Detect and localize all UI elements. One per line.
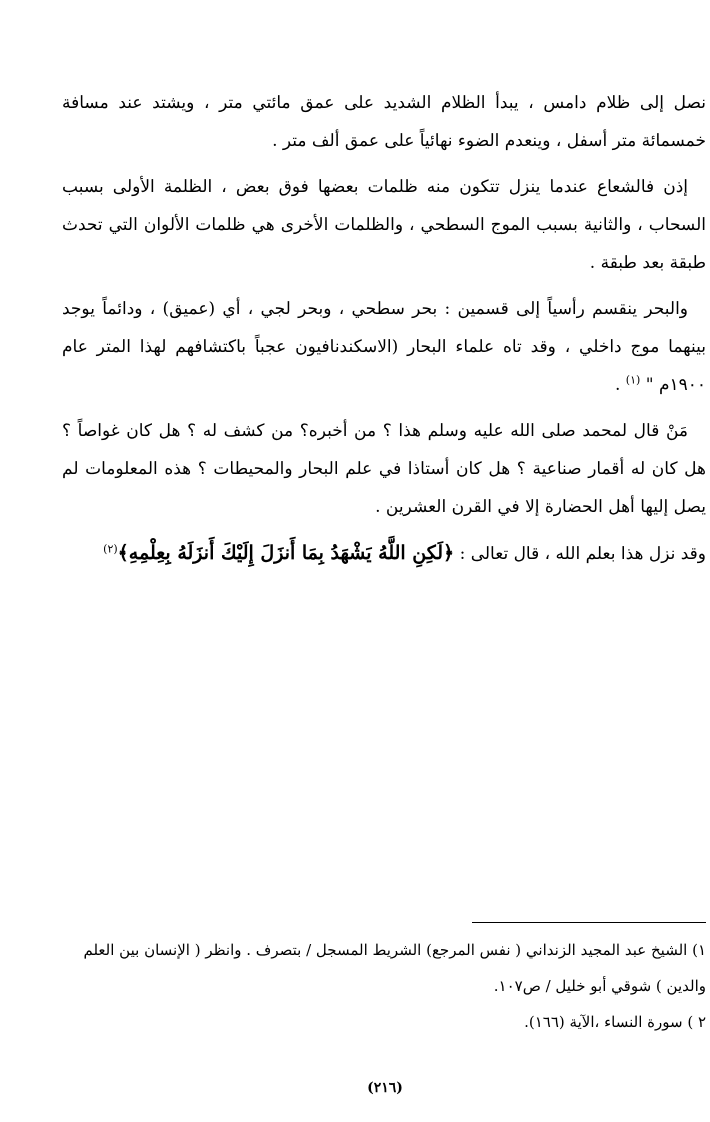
paragraph-5-lead: وقد نزل هذا بعلم الله ، قال تعالى :: [459, 544, 706, 564]
footnote-1: ١) الشيخ عبد المجيد الزنداني ( نفس المرجع) الشريط المسجل / بتصرف . وانظر ( الإنسان بين العلم والدين ) شوقي أبو خليل / ص١٠٧.: [83, 941, 706, 995]
footnotes: [62, 932, 706, 1040]
paragraph-5: [62, 534, 706, 573]
paragraph-4: مَنْ قال لمحمد صلى الله عليه وسلم هذا ؟ من أخبره؟ من كشف له ؟ هل كان غواصاً ؟ هل كان له أقمار صناعية ؟ هل كان أستاذا في علم البحار والمحيطات ؟ هذه المعلومات لم يصل إليها أهل الحضارة إلا في القرن العشرين .: [62, 421, 706, 517]
paragraph-3-text: والبحر ينقسم رأسياً إلى قسمين : بحر سطحي ، وبحر لجي ، أي (عميق) ، ودائماً يوجد بينهما موج داخلي ، وقد تاه علماء البحار (الاسكندنافيون عجباً باكتشافهم لهذا المتر عام ١٩٠٠م ": [62, 299, 706, 395]
paragraph-2: إذن فالشعاع عندما ينزل تتكون منه ظلمات بعضها فوق بعض ، الظلمة الأولى بسبب السحاب ، والثانية بسبب الموج السطحي ، والظلمات الأخرى هي ظلمات الألوان التي تحدث طبقة بعد طبقة .: [62, 177, 706, 273]
main-text: [62, 84, 706, 581]
quran-verse: ﴿لَكِنِ اللَّهُ يَشْهَدُ بِمَا أَنزَلَ إِلَيْكَ أَنزَلَهُ بِعِلْمِهِ﴾: [117, 542, 455, 564]
footnote-ref-1: (١): [625, 373, 641, 387]
page-number: (٢١٦): [367, 1080, 403, 1096]
paragraph-3: [62, 290, 706, 404]
footnote-ref-2: (٢): [103, 542, 118, 556]
paragraph-1: نصل إلى ظلام دامس ، يبدأ الظلام الشديد على عمق مائتي متر ، ويشتد عند مسافة خمسمائة متر أسفل ، وينعدم الضوء نهائياً على عمق ألف متر .: [62, 93, 706, 151]
footnote-2: ٢ ) سورة النساء ،الآية (١٦٦).: [524, 1013, 706, 1031]
footnote-divider: [472, 922, 706, 923]
paragraph-3-end: .: [614, 375, 621, 395]
